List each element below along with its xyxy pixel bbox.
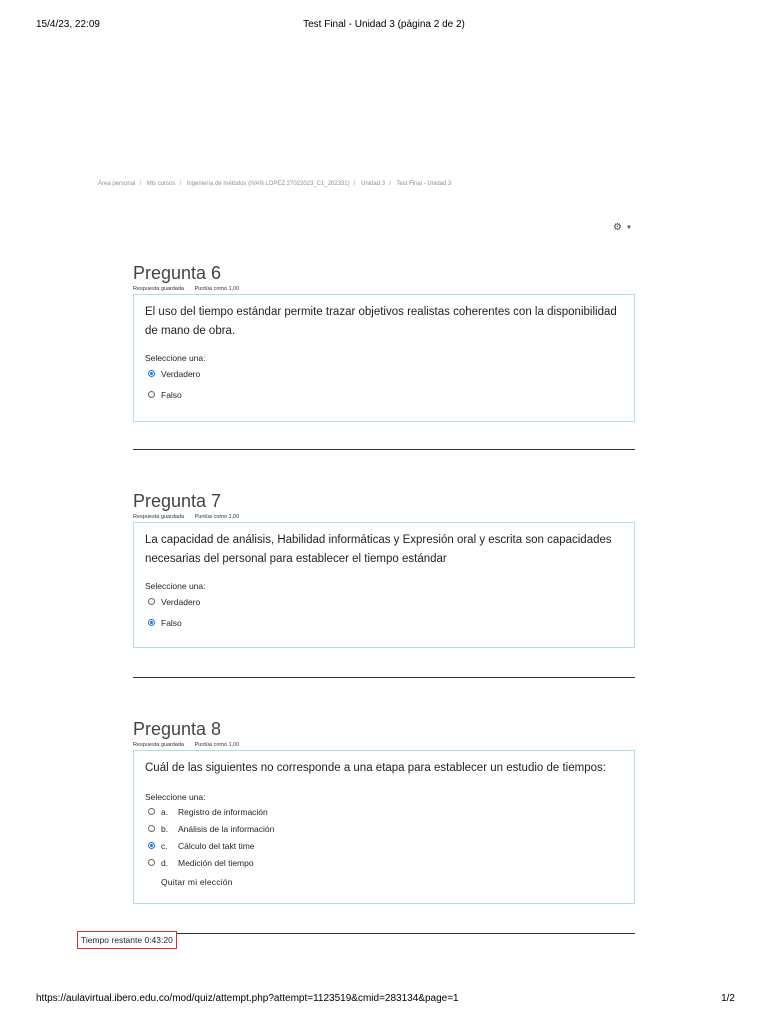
question-content xyxy=(133,294,635,422)
answer-option-true[interactable] xyxy=(148,593,623,610)
answer-option-label: Falso xyxy=(161,389,182,400)
answer-option-d[interactable] xyxy=(148,854,623,871)
breadcrumb-separator: / xyxy=(139,181,142,187)
question-6 xyxy=(133,262,635,422)
question-score: Puntúa como 1,00 xyxy=(194,286,240,292)
print-url: https://aulavirtual.ibero.edu.co/mod/quiz/attempt.php?attempt=1123519&cmid=283134&page=1 xyxy=(36,993,459,1004)
answer-option-false[interactable] xyxy=(148,614,623,631)
radio-button[interactable] xyxy=(148,859,155,866)
question-title: Pregunta 6 xyxy=(133,263,222,283)
print-header xyxy=(0,19,768,33)
question-status: Respuesta guardada xyxy=(133,742,185,748)
settings-menu-button[interactable] xyxy=(613,222,632,233)
clear-choice-link[interactable]: Quitar mi elección xyxy=(161,877,233,887)
radio-button[interactable] xyxy=(148,391,155,398)
question-title: Pregunta 8 xyxy=(133,719,222,739)
answer-option-label: Cálculo del takt time xyxy=(178,840,255,851)
answer-option-label: Verdadero xyxy=(161,368,201,379)
gear-icon: ⚙ xyxy=(613,222,622,233)
answer-option-letter: a. xyxy=(161,806,169,817)
time-remaining: Tiempo restante 0:43:20 xyxy=(77,931,177,949)
breadcrumb-separator: / xyxy=(353,181,356,187)
breadcrumb-item-home[interactable]: Área personal xyxy=(98,181,136,187)
question-text: Cuál de las siguientes no corresponde a una etapa para establecer un estudio de tiempos: xyxy=(145,762,606,774)
print-datetime: 15/4/23, 22:09 xyxy=(36,19,100,30)
radio-button-checked[interactable] xyxy=(148,619,155,626)
breadcrumb-item-course[interactable]: Ingeniería de métodos (IVAN LOPEZ 27022023_C1_202331) xyxy=(186,181,350,187)
breadcrumb-separator: / xyxy=(179,181,182,187)
answer-option-c[interactable] xyxy=(148,837,623,854)
radio-button[interactable] xyxy=(148,825,155,832)
answer-option-letter: c. xyxy=(161,840,168,851)
question-text: El uso del tiempo estándar permite trazar objetivos realistas coherentes con la disponibilidad de mano de obra. xyxy=(145,306,617,337)
breadcrumb-item-unit[interactable]: Unidad 3 xyxy=(361,181,386,187)
breadcrumb-item-courses[interactable]: Mis cursos xyxy=(146,181,176,187)
question-status: Respuesta guardada xyxy=(133,514,185,520)
radio-button[interactable] xyxy=(148,808,155,815)
question-title: Pregunta 7 xyxy=(133,491,222,511)
answer-option-a[interactable] xyxy=(148,803,623,820)
question-meta xyxy=(133,286,635,294)
question-content xyxy=(133,522,635,648)
breadcrumb-item-quiz[interactable]: Test Final - Unidad 3 xyxy=(396,181,452,187)
answer-option-b[interactable] xyxy=(148,820,623,837)
answer-option-label: Registro de información xyxy=(178,806,268,817)
question-status: Respuesta guardada xyxy=(133,286,185,292)
answer-option-label: Falso xyxy=(161,617,182,628)
answer-option-letter: b. xyxy=(161,823,169,834)
print-page-title: Test Final - Unidad 3 (página 2 de 2) xyxy=(303,19,465,30)
radio-button-checked[interactable] xyxy=(148,842,155,849)
chevron-down-icon: ▼ xyxy=(625,224,632,231)
divider xyxy=(133,677,635,678)
question-8 xyxy=(133,718,635,904)
question-score: Puntúa como 1,00 xyxy=(194,514,240,520)
print-page-number: 1/2 xyxy=(721,993,735,1004)
question-content xyxy=(133,750,635,904)
radio-button-checked[interactable] xyxy=(148,370,155,377)
divider xyxy=(133,933,635,934)
answer-prompt: Seleccione una: xyxy=(145,581,206,591)
divider xyxy=(133,449,635,450)
radio-button[interactable] xyxy=(148,598,155,605)
question-text: La capacidad de análisis, Habilidad informáticas y Expresión oral y escrita son capacidades necesarias del personal para establecer el tiempo estándar xyxy=(145,534,612,565)
answer-prompt: Seleccione una: xyxy=(145,792,206,802)
answer-option-label: Verdadero xyxy=(161,596,201,607)
question-meta xyxy=(133,742,635,750)
breadcrumb-separator: / xyxy=(389,181,391,187)
question-7 xyxy=(133,490,635,648)
question-score: Puntúa como 1,00 xyxy=(194,742,240,748)
answer-option-label: Medición del tiempo xyxy=(178,857,254,868)
answer-prompt: Seleccione una: xyxy=(145,353,206,363)
breadcrumb xyxy=(98,181,698,187)
print-footer xyxy=(0,993,768,1007)
answer-option-true[interactable] xyxy=(148,365,623,382)
answer-option-letter: d. xyxy=(161,857,169,868)
answer-option-label: Análisis de la información xyxy=(178,823,275,834)
question-meta xyxy=(133,514,635,522)
answer-option-false[interactable] xyxy=(148,386,623,403)
